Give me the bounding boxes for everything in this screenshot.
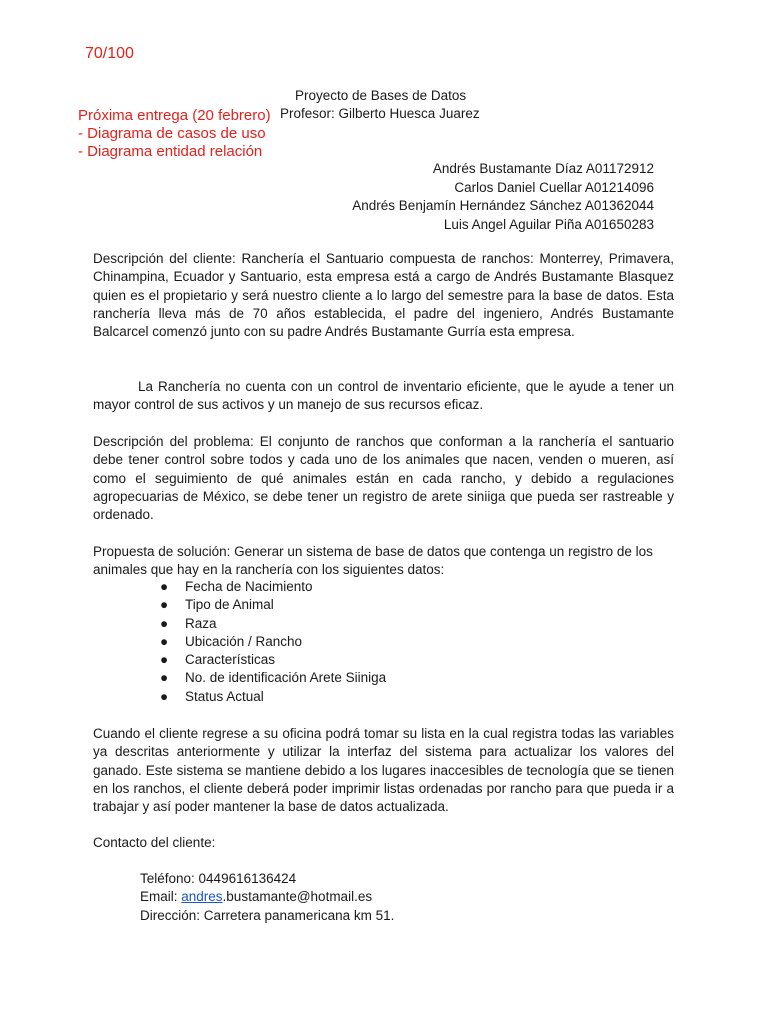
email-link[interactable]: andres xyxy=(181,889,223,905)
email-rest: .bustamante@hotmail.es xyxy=(222,889,373,905)
inventory-paragraph: La Ranchería no cuenta con un control de inventario eficiente, que le ayude a tener un mayor control de sus activos y un manejo de sus recursos eficaz. xyxy=(93,379,674,413)
delivery-note: - Diagrama entidad relación xyxy=(78,143,263,160)
author-list xyxy=(352,160,654,234)
contact-block xyxy=(140,870,394,925)
contact-address: Dirección: Carretera panamericana km 51. xyxy=(140,907,395,923)
document-title: Proyecto de Bases de Datos xyxy=(295,88,467,103)
list-item-label: Fecha de Nacimiento xyxy=(185,579,313,594)
list-item xyxy=(93,688,386,706)
delivery-notes xyxy=(78,107,271,161)
bullet-icon: ● xyxy=(160,597,169,613)
contact-heading: Contacto del cliente: xyxy=(93,835,216,850)
bullet-icon: ● xyxy=(160,670,169,686)
author-entry: Luis Angel Aguilar Piña A01650283 xyxy=(443,216,654,232)
list-item-label: No. de identificación Arete Siiniga xyxy=(185,670,387,686)
client-description-paragraph: Descripción del cliente: Ranchería el Santuario compuesta de ranchos: Monterrey, Primavera, Chinampina, Ecuador y Santuario, esta empresa está a cargo de Andrés Bustamante Blasquez quien es el propietario y será nuestro cliente a lo largo del semestre para la base de datos. Esta ranchería lleva más de 70 años establecida, el padre del ingeniero, Andrés Bustamante Balcarcel comenzó junto con su padre Andrés Bustamante Gurría esta empresa. xyxy=(93,251,674,340)
list-item-label: Status Actual xyxy=(185,688,264,704)
list-item xyxy=(93,578,386,596)
author-entry: Andrés Bustamante Díaz A01172912 xyxy=(432,161,654,176)
list-item-label: Tipo de Animal xyxy=(185,597,274,613)
bullet-icon: ● xyxy=(160,652,169,668)
list-item-label: Características xyxy=(185,652,276,668)
office-paragraph: Cuando el cliente regrese a su oficina podrá tomar su lista en la cual registra todas las variables ya descritas anteriormente y utilizar la interfaz del sistema para actualizar los valores del ganado. Este sistema se mantiene debido a los lugares inaccesibles de tecnología que se tienen en los ranchos, el cliente deberá poder imprimir listas ordenadas por rancho para que pueda ir a trabajar y así poder mantener la base de datos actualizada. xyxy=(93,726,674,815)
bullet-icon: ● xyxy=(160,579,169,594)
list-item xyxy=(93,651,386,669)
data-fields-list xyxy=(93,578,386,706)
author-entry: Andrés Benjamín Hernández Sánchez A01362044 xyxy=(352,198,654,214)
list-item xyxy=(93,633,386,651)
problem-description-paragraph: Descripción del problema: El conjunto de ranchos que conforman a la ranchería el santuario debe tener control sobre todos y cada uno de los animales que nacen, venden o mueren, así como el seguimiento de qué animales están en cada rancho, y debido a regulaciones agropecuarias de México, se debe tener un registro de arete siniiga que pueda ser rastreable y ordenado. xyxy=(93,434,674,523)
bullet-icon: ● xyxy=(160,615,169,631)
delivery-note: Próxima entrega (20 febrero) xyxy=(78,107,271,124)
list-item xyxy=(93,596,386,614)
author-entry: Carlos Daniel Cuellar A01214096 xyxy=(454,179,654,195)
email-label: Email: xyxy=(140,889,182,905)
grade-annotation: 70/100 xyxy=(85,45,134,62)
contact-phone: Teléfono: 0449616136424 xyxy=(140,871,297,886)
delivery-note: - Diagrama de casos de uso xyxy=(78,125,266,142)
list-item xyxy=(93,615,386,633)
list-item xyxy=(93,669,386,687)
professor-line: Profesor: Gilberto Huesca Juarez xyxy=(280,106,480,121)
contact-email xyxy=(140,888,394,906)
list-item-label: Ubicación / Rancho xyxy=(185,633,303,649)
bullet-icon: ● xyxy=(160,633,169,649)
solution-intro-paragraph: Propuesta de solución: Generar un sistema de base de datos que contenga un registro de los animales que hay en la ranchería con los siguientes datos: xyxy=(93,544,653,578)
bullet-icon: ● xyxy=(160,688,169,704)
list-item-label: Raza xyxy=(185,615,217,631)
